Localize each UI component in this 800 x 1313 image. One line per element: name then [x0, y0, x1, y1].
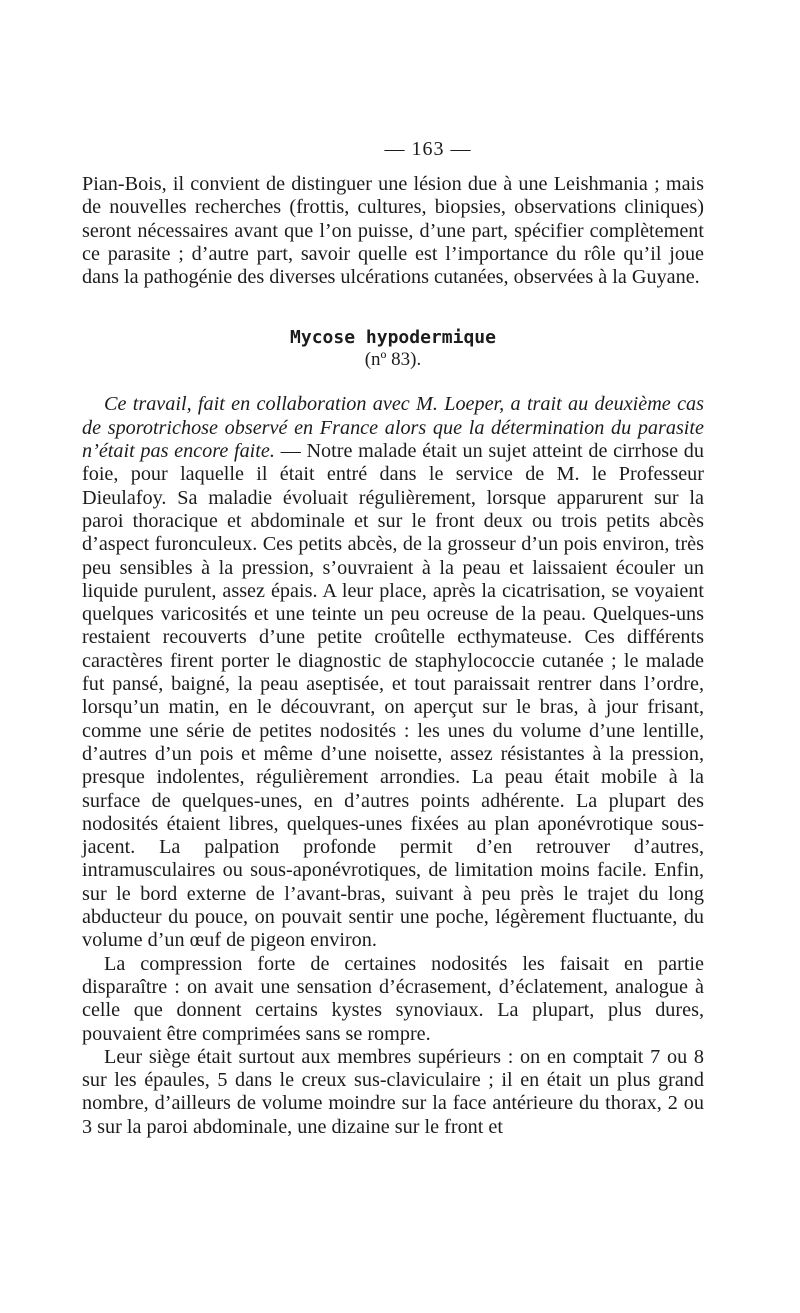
- section-title: Mycose hypodermique: [290, 327, 496, 349]
- paragraph-compression: La compression forte de certaines nodosités les faisait en partie disparaître : on avait une sensation d’écrasement, d’éclatement, analogue à celle que donnent certains kystes synoviaux. La plupart, plus dures, pouvaient être comprimées sans se rompre.: [82, 952, 704, 1045]
- paragraph-body: — Notre malade était un sujet atteint de cirrhose du foie, pour laquelle il était entré dans le service de M. le Professeur Dieulafoy. Sa maladie évoluait régulièrement, lorsque apparurent sur la paroi thoracique et abdominale et sur le front deux ou trois petits abcès d’aspect furonculeux. Ces petits abcès, de la grosseur d’un pois environ, très peu sensibles à la pression, s’ouvraient à la peau et laissaient écouler un liquide purulent, assez épais. A leur place, après la cicatrisation, se voyaient quelques varicosités et une teinte un peu ocreuse de la peau. Quelques-uns restaient recouverts d’une petite croûtelle ecthymateuse. Ces différents caractères firent porter le diagnostic de staphylococcie cutanée ; le malade fut pansé, baigné, la peau aseptisée, et tout paraissait rentrer dans l’ordre, lorsqu’un matin, en le découvrant, on aperçut sur le bras, à jour frisant, comme une série de petites nodosités : les unes du volume d’une lentille, d’autres d’un pois et même d’une noisette, assez résistantes à la pression, presque indolentes, régulièrement arrondies. La peau était mobile à la surface de quelques-unes, en d’autres points adhérente. La plupart des nodosités étaient libres, quelques-unes fixées au plan aponévrotique sous-jacent. La palpation profonde permit d’en retrouver d’autres, intramusculaires ou sous-aponévrotiques, de limitation moins facile. Enfin, sur le bord externe de l’avant-bras, suivant à peu près le trajet du long abducteur du pouce, on pouvait sentir une poche, légèrement fluctuante, du volume d’un œuf de pigeon environ.: [82, 440, 704, 952]
- page-number: — 163 —: [384, 138, 472, 160]
- paragraph-location: Leur siège était surtout aux membres supérieurs : on en comptait 7 ou 8 sur les épaules, 5 dans le creux sus-claviculaire ; il en était un plus grand nombre, d’ailleurs de volume moindre sur la face antérieure du thorax, 2 ou 3 sur la paroi abdominale, une dizaine sur le front et: [82, 1045, 704, 1138]
- document-page: [82, 138, 704, 1139]
- section-reference: (nº 83).: [364, 349, 422, 371]
- paragraph-continuation: Pian-Bois, il convient de distinguer une lésion due à une Leishmania ; mais de nouvelles recherches (frottis, cultures, biopsies, observations cliniques) seront nécessaires avant que l’on puisse, d’une part, spécifier complètement ce parasite ; d’autre part, savoir quelle est l’importance du rôle qu’il joue dans la pathogénie des diverses ulcérations cutanées, observées à la Guyane.: [82, 173, 704, 289]
- paragraph-intro-italic: Ce travail, fait en collaboration avec M. Loeper, a trait au deuxième cas de sporotrichose observé en France alors que la détermination du parasite n’était pas encore faite.: [82, 393, 704, 463]
- paragraph-case-description: [82, 393, 704, 952]
